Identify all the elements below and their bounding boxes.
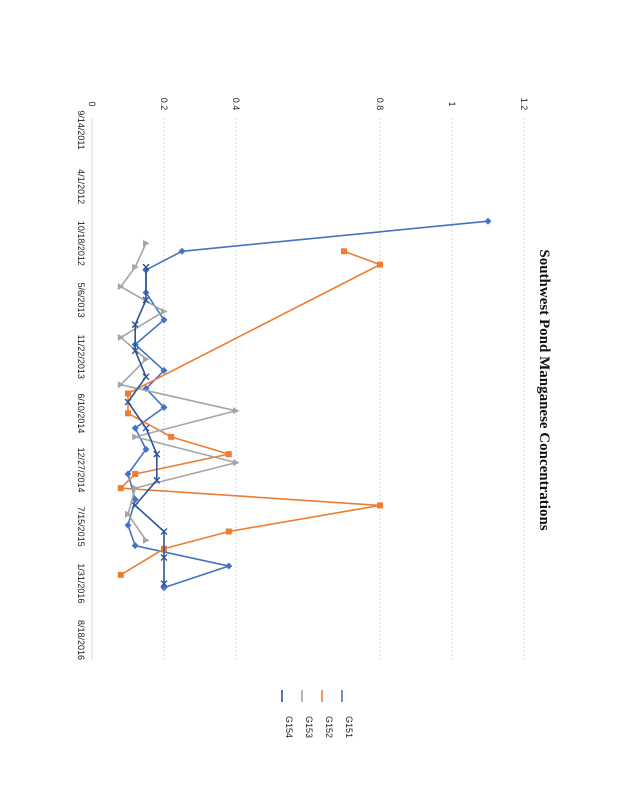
- y-axis-ticks: [87, 98, 529, 111]
- x-tick-label: 12/27/2014: [76, 447, 86, 493]
- series-line-g153: [121, 243, 236, 540]
- y-tick-group: [159, 98, 169, 111]
- x-tick-group: [76, 282, 86, 317]
- series-layer: [118, 218, 492, 591]
- x-tick-group: [76, 334, 86, 378]
- y-tick-group: [87, 101, 97, 106]
- y-tick-label: 0: [87, 101, 97, 107]
- y-tick-label: 1.2: [519, 97, 529, 111]
- y-tick-label: 0.2: [159, 97, 169, 111]
- legend-entry-g152: [324, 716, 334, 738]
- y-tick-group: [231, 98, 241, 111]
- data-point-g152: [168, 434, 174, 440]
- data-point-g153: [233, 459, 240, 466]
- data-point-g153: [161, 308, 168, 315]
- data-point-g152: [341, 248, 347, 254]
- legend-label-g152: G152: [324, 716, 334, 739]
- data-point-g152: [226, 451, 232, 457]
- x-tick-group: [76, 507, 86, 547]
- y-tick-label: 0.4: [231, 97, 241, 111]
- data-point-g152: [118, 572, 124, 578]
- y-tick-group: [447, 101, 457, 106]
- data-point-g151: [225, 563, 232, 570]
- x-tick-label: 4/1/2012: [76, 169, 86, 205]
- legend-entry-g154: [284, 716, 294, 738]
- data-point-g152: [118, 485, 124, 491]
- x-tick-label: 11/22/2013: [76, 334, 86, 379]
- chart-title-group: [536, 249, 552, 530]
- data-point-g153: [143, 240, 150, 247]
- x-tick-label: 1/31/2016: [76, 563, 86, 604]
- data-point-g152: [377, 502, 383, 508]
- legend-label-g153: G153: [304, 716, 314, 739]
- data-point-g152: [125, 410, 131, 416]
- data-point-g152: [125, 391, 131, 397]
- series-line-g152: [121, 251, 380, 575]
- x-tick-label: 5/6/2013: [76, 282, 86, 318]
- series-g151: [125, 218, 492, 591]
- x-tick-label: 8/18/2016: [76, 619, 86, 661]
- x-tick-group: [76, 393, 86, 433]
- data-point-g154: [143, 374, 149, 380]
- x-tick-group: [76, 563, 86, 603]
- legend: [282, 690, 354, 738]
- data-point-g151: [485, 218, 492, 225]
- data-point-g152: [377, 262, 383, 268]
- x-tick-group: [76, 447, 86, 492]
- data-point-g151: [125, 522, 132, 529]
- y-tick-group: [519, 98, 529, 111]
- x-tick-group: [76, 169, 86, 204]
- series-g152: [118, 248, 383, 578]
- legend-entry-g151: [344, 716, 354, 738]
- data-point-g153: [233, 407, 240, 414]
- data-point-g151: [179, 248, 186, 255]
- legend-label-g151: G151: [344, 716, 354, 739]
- chart-title: Southwest Pond Manganese Concentrations: [536, 249, 552, 531]
- x-tick-label: 9/14/2011: [76, 110, 86, 150]
- data-point-g153: [132, 485, 139, 492]
- data-point-g153: [143, 537, 150, 544]
- data-point-g152: [226, 528, 232, 534]
- data-point-g152: [132, 471, 138, 477]
- x-tick-group: [76, 110, 86, 149]
- x-tick-group: [76, 221, 86, 266]
- gridlines: [92, 118, 524, 660]
- x-tick-label: 7/15/2015: [76, 506, 86, 547]
- y-tick-label: 1: [447, 101, 457, 107]
- x-tick-group: [76, 620, 86, 660]
- x-axis-ticks: [76, 110, 86, 660]
- series-line-g151: [128, 221, 488, 587]
- y-tick-group: [375, 98, 385, 111]
- x-tick-label: 10/18/2012: [76, 220, 86, 266]
- legend-entry-g153: [304, 716, 314, 738]
- data-point-g154: [143, 425, 149, 431]
- data-point-g151: [132, 542, 139, 549]
- x-tick-label: 6/10/2014: [76, 393, 86, 434]
- legend-label-g154: G154: [284, 716, 294, 739]
- y-tick-label: 0.8: [375, 97, 385, 111]
